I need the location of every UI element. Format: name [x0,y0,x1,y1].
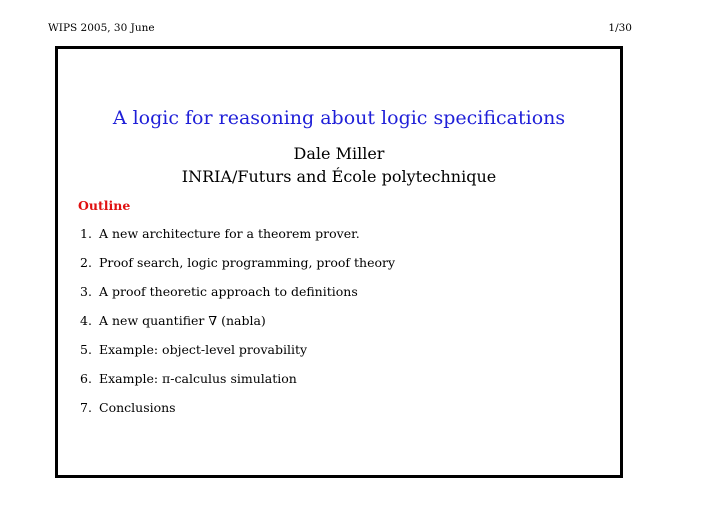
outline-item-number: 5. [80,342,92,357]
outline-item [80,314,395,343]
slide-title: A logic for reasoning about logic specifications [112,107,566,129]
outline-item-number: 6. [80,371,92,386]
page-number: 1/30 [608,22,632,34]
outline-list [80,227,395,430]
outline-item [80,227,395,256]
outline-item-text: Conclusions [99,400,176,415]
outline-item-text: A new architecture for a theorem prover. [99,226,360,241]
outline-item-text: Proof search, logic programming, proof theory [99,255,396,270]
outline-item-number: 4. [80,313,92,328]
outline-item [80,285,395,314]
header-event: WIPS 2005, 30 June [48,22,155,34]
outline-item [80,343,395,372]
outline-item [80,256,395,285]
outline-heading: Outline [78,198,131,213]
outline-item-text: A new quantifier ∇ (nabla) [99,313,266,328]
outline-item-number: 2. [80,255,92,270]
slide-frame [55,46,623,478]
outline-item-number: 7. [80,400,92,415]
outline-item-number: 3. [80,284,92,299]
outline-item [80,372,395,401]
outline-item-text: A proof theoretic approach to definitions [99,284,358,299]
outline-item-text: Example: π-calculus simulation [99,371,297,386]
affiliation: INRIA/Futurs and École polytechnique [181,167,497,186]
outline-item [80,401,395,430]
outline-item-number: 1. [80,226,92,241]
outline-item-text: Example: object-level provability [99,342,308,357]
author-name: Dale Miller [293,144,385,163]
